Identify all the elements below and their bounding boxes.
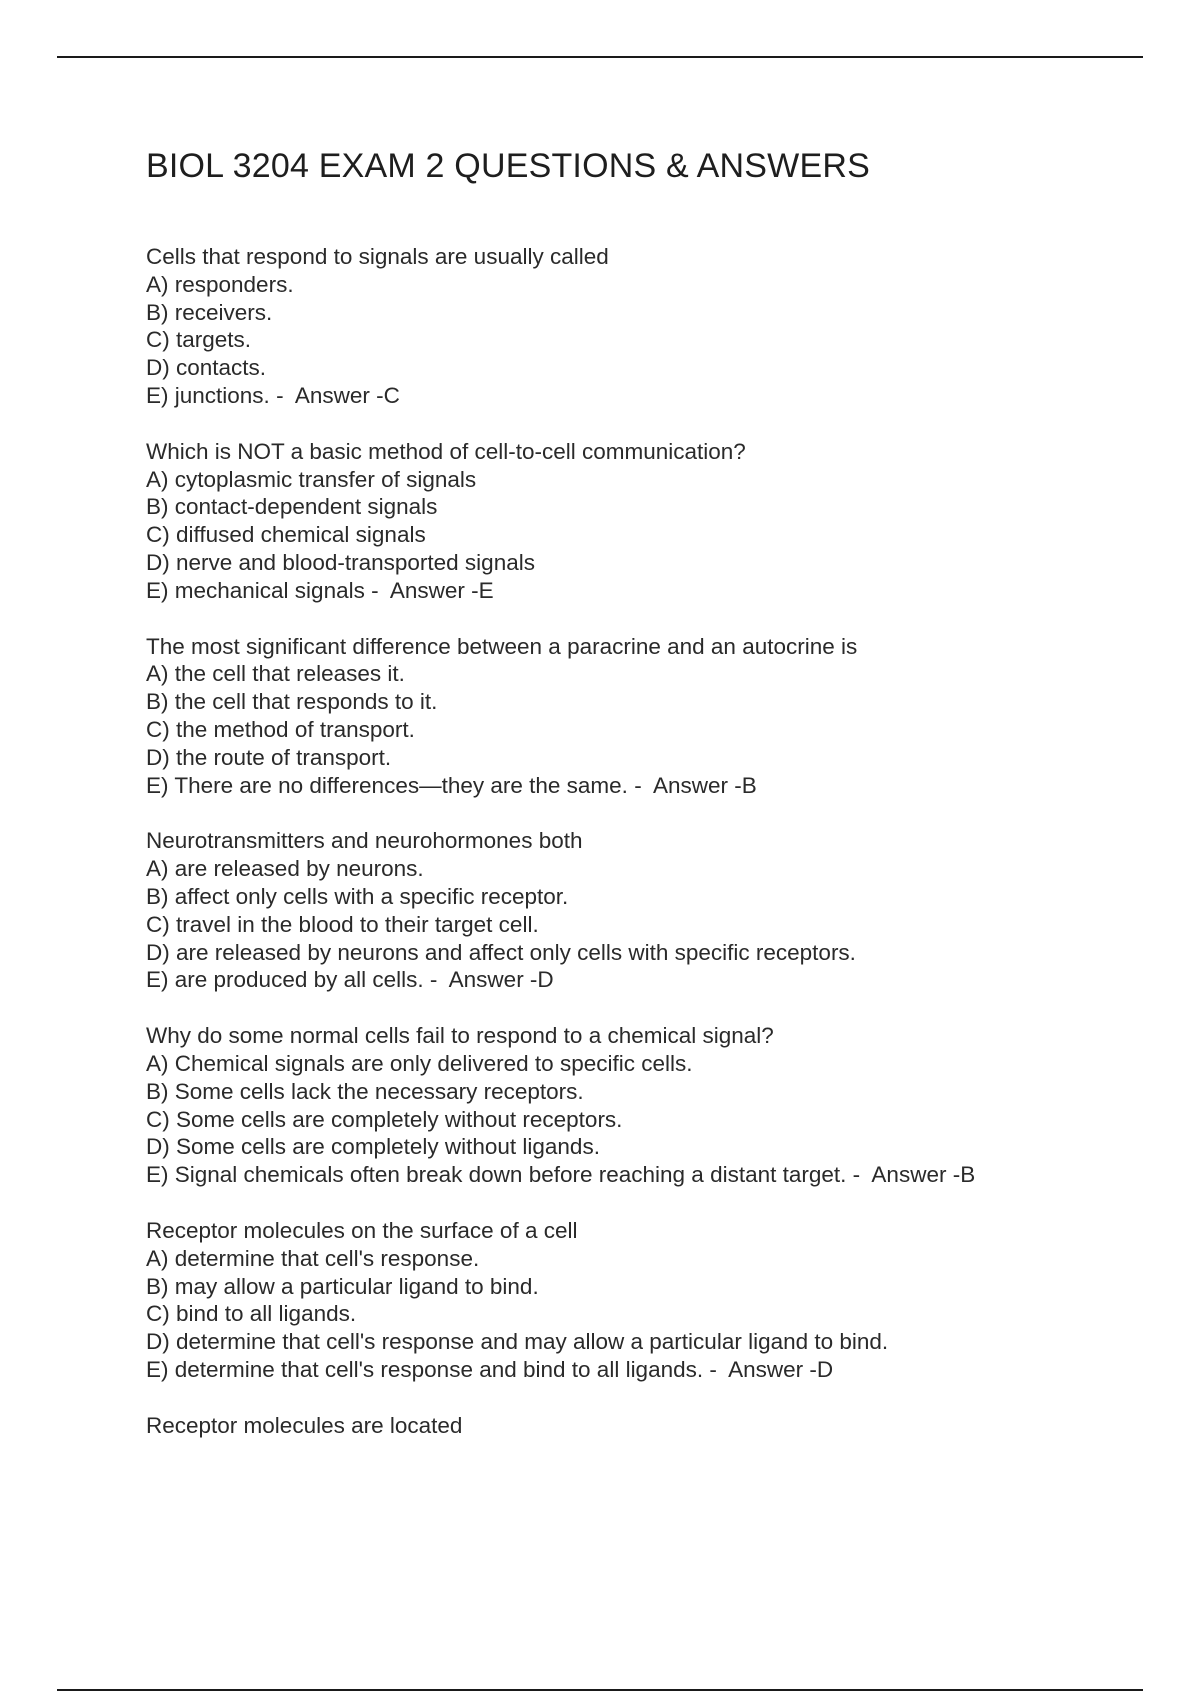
document-body <box>146 142 1106 1467</box>
answer-separator: - <box>269 382 295 408</box>
answer-option: A) the cell that releases it. <box>146 661 405 687</box>
question-prompt: Why do some normal cells fail to respond to a chemical signal? <box>146 1023 774 1049</box>
answer-key: Answer -D <box>448 967 554 993</box>
answer-key: Answer -B <box>871 1162 976 1188</box>
question-block-4 <box>146 827 1106 994</box>
question-block-2 <box>146 438 1106 605</box>
answer-option-with-key <box>146 577 1106 605</box>
answer-option: D) nerve and blood-transported signals <box>146 549 535 575</box>
answer-option: C) Some cells are completely without receptors. <box>146 1106 623 1132</box>
answer-separator: - <box>423 967 449 993</box>
answer-option: C) bind to all ligands. <box>146 1301 357 1327</box>
answer-option-text: E) determine that cell's response and bind to all ligands. <box>146 1356 704 1382</box>
answer-option: A) cytoplasmic transfer of signals <box>146 466 477 492</box>
answer-option: D) Some cells are completely without ligands. <box>146 1134 600 1160</box>
question-prompt: Which is NOT a basic method of cell-to-cell communication? <box>146 438 746 464</box>
answer-option-text: E) There are no differences—they are the same. <box>146 772 628 798</box>
answer-option-text: E) mechanical signals <box>146 577 365 603</box>
answer-key: Answer -D <box>728 1356 834 1382</box>
answer-option: A) responders. <box>146 271 294 297</box>
answer-option: B) receivers. <box>146 299 273 325</box>
answer-option: C) the method of transport. <box>146 716 415 742</box>
answer-option: D) the route of transport. <box>146 744 392 770</box>
answer-option: B) the cell that responds to it. <box>146 689 438 715</box>
question-block-6 <box>146 1217 1106 1384</box>
answer-option: B) may allow a particular ligand to bind. <box>146 1273 539 1299</box>
answer-option-text: E) junctions. <box>146 382 270 408</box>
answer-option: C) travel in the blood to their target cell. <box>146 911 539 937</box>
answer-option: B) Some cells lack the necessary receptors. <box>146 1078 584 1104</box>
question-block-3 <box>146 633 1106 800</box>
answer-option: A) are released by neurons. <box>146 856 424 882</box>
answer-key: Answer -E <box>389 577 494 603</box>
question-prompt: Cells that respond to signals are usually called <box>146 244 609 269</box>
answer-option: A) Chemical signals are only delivered to specific cells. <box>146 1050 693 1076</box>
answer-option: A) determine that cell's response. <box>146 1245 480 1271</box>
answer-separator: - <box>364 577 390 603</box>
answer-separator: - <box>627 772 653 798</box>
answer-option-with-key <box>146 772 1106 800</box>
answer-option: C) targets. <box>146 327 252 353</box>
answer-key: Answer -B <box>652 772 757 798</box>
answer-option: C) diffused chemical signals <box>146 522 426 548</box>
answer-option-with-key <box>146 966 1106 994</box>
question-block-5 <box>146 1022 1106 1189</box>
footer-rule <box>57 1689 1143 1691</box>
answer-option: D) are released by neurons and affect only cells with specific receptors. <box>146 939 856 965</box>
answer-key: Answer -C <box>294 382 400 408</box>
question-prompt: Receptor molecules are located <box>146 1412 463 1438</box>
answer-option: D) contacts. <box>146 355 267 381</box>
header-rule <box>57 56 1143 58</box>
answer-separator: - <box>703 1356 729 1382</box>
question-block-1 <box>146 243 1106 410</box>
question-prompt: Receptor molecules on the surface of a cell <box>146 1217 578 1243</box>
answer-option-with-key <box>146 1161 1106 1189</box>
answer-option-text: E) Signal chemicals often break down before reaching a distant target. <box>146 1162 847 1188</box>
question-prompt: The most significant difference between a paracrine and an autocrine is <box>146 633 858 659</box>
question-block-7 <box>146 1412 1106 1440</box>
answer-option: B) contact-dependent signals <box>146 494 438 520</box>
answer-option-text: E) are produced by all cells. <box>146 967 424 993</box>
answer-option-with-key <box>146 382 1106 410</box>
answer-option: D) determine that cell's response and may allow a particular ligand to bind. <box>146 1329 889 1355</box>
question-prompt: Neurotransmitters and neurohormones both <box>146 828 583 854</box>
answer-option-with-key <box>146 1356 1106 1384</box>
answer-option: B) affect only cells with a specific receptor. <box>146 883 569 909</box>
answer-separator: - <box>846 1162 872 1188</box>
document-title: BIOL 3204 EXAM 2 QUESTIONS & ANSWERS <box>146 147 870 185</box>
